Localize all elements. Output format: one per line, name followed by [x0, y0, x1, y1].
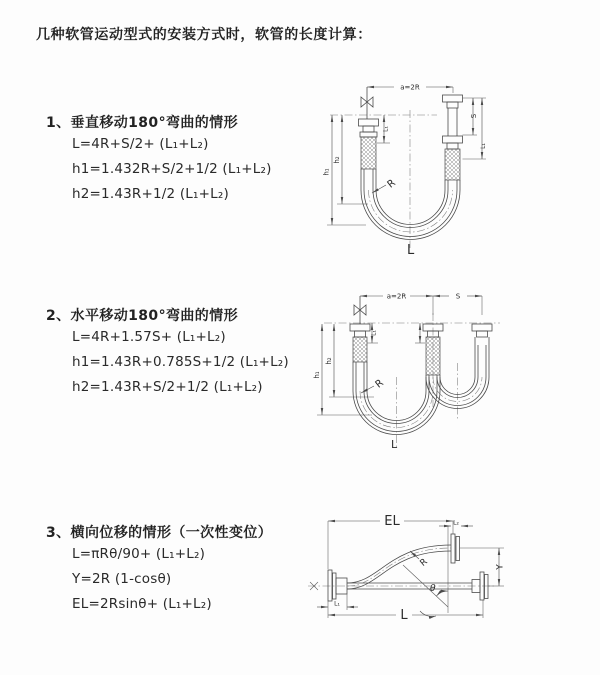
- label-radius: R: [418, 557, 430, 569]
- right-fitting: [443, 95, 463, 180]
- formula-line: L=πRθ/90+ (L₁+L₂): [72, 546, 206, 562]
- diagram-lateral-displacement: [300, 505, 600, 633]
- valve-icon: [354, 296, 366, 324]
- dim-label-s: S: [455, 292, 461, 301]
- hose-s-curve: [347, 545, 451, 589]
- dim-label-el: EL: [384, 514, 400, 529]
- right-dimensions: [463, 98, 488, 159]
- left-flange: [328, 570, 347, 601]
- diagram-vertical-bend: [310, 72, 600, 270]
- formula-line: Y=2R (1-cosθ): [72, 571, 172, 587]
- dim-label-y: Y: [495, 564, 506, 570]
- label-radius: R: [373, 377, 386, 391]
- el-dimension: [328, 514, 453, 569]
- dim-label-l: L: [400, 608, 408, 623]
- label-length: L: [391, 438, 398, 451]
- formula-line: h1=1.43R+0.785S+1/2 (L₁+L₂): [72, 354, 289, 370]
- left-dimensions: [323, 115, 391, 225]
- formula-line: h1=1.432R+S/2+1/2 (L₁+L₂): [72, 161, 272, 177]
- left-fitting: [359, 119, 379, 169]
- label-theta: θ: [430, 584, 436, 594]
- upper-flange: [451, 534, 460, 563]
- dim-label-s: S: [470, 113, 478, 119]
- formula-line: EL=2Rsinθ+ (L₁+L₂): [72, 596, 212, 612]
- section-horizontal-bend: [46, 305, 289, 400]
- dim-label-l2: L₂: [453, 519, 459, 527]
- l1-dimension: [317, 594, 358, 610]
- y-dimension: [460, 548, 506, 586]
- radius-callout: [361, 378, 386, 393]
- dim-label-l1-right: L₁: [480, 143, 487, 149]
- dim-label-a2r: a=2R: [400, 83, 420, 92]
- label-length: L: [407, 243, 415, 258]
- dim-label-l1-left: L₁: [382, 126, 390, 132]
- theta-construction: [403, 565, 448, 616]
- l-dimension: [328, 600, 483, 623]
- section-2-heading: 2、水平移动180°弯曲的情形: [46, 308, 238, 324]
- radius-callout: [410, 551, 430, 569]
- right-fitting: [472, 324, 492, 345]
- formula-line: L=4R+1.57S+ (L₁+L₂): [72, 329, 226, 345]
- centerlines: [324, 313, 500, 447]
- dim-label-l1: L₁: [370, 330, 378, 336]
- label-radius: R: [385, 177, 398, 191]
- section-lateral-displacement: [46, 522, 272, 617]
- section-vertical-bend: [46, 112, 272, 207]
- top-dimension: [367, 84, 453, 94]
- dim-label-h2: h₂: [333, 156, 341, 164]
- formula-line: h2=1.43R+1/2 (L₁+L₂): [72, 186, 229, 202]
- dim-label-h1: h₁: [313, 371, 321, 379]
- dim-label-l1: L₁: [334, 600, 340, 608]
- formula-line: L=4R+S/2+ (L₁+L₂): [72, 136, 209, 152]
- page-title: 几种软管运动型式的安装方式时，软管的长度计算：: [36, 27, 372, 43]
- dim-label-h2: h₂: [325, 357, 333, 365]
- dim-label-h1: h₁: [322, 168, 331, 176]
- diagram-horizontal-bend: [310, 285, 600, 455]
- top-dimension: [360, 293, 482, 316]
- section-3-heading: 3、横向位移的情形（一次性变位）: [46, 525, 273, 541]
- formula-line: h2=1.43R+S/2+1/2 (L₁+L₂): [72, 379, 263, 395]
- dim-label-a2r: a=2R: [386, 292, 407, 301]
- l2-dimension: [439, 520, 473, 527]
- section-1-heading: 1、垂直移动180°弯曲的情形: [46, 115, 238, 131]
- valve-icon: [361, 87, 373, 119]
